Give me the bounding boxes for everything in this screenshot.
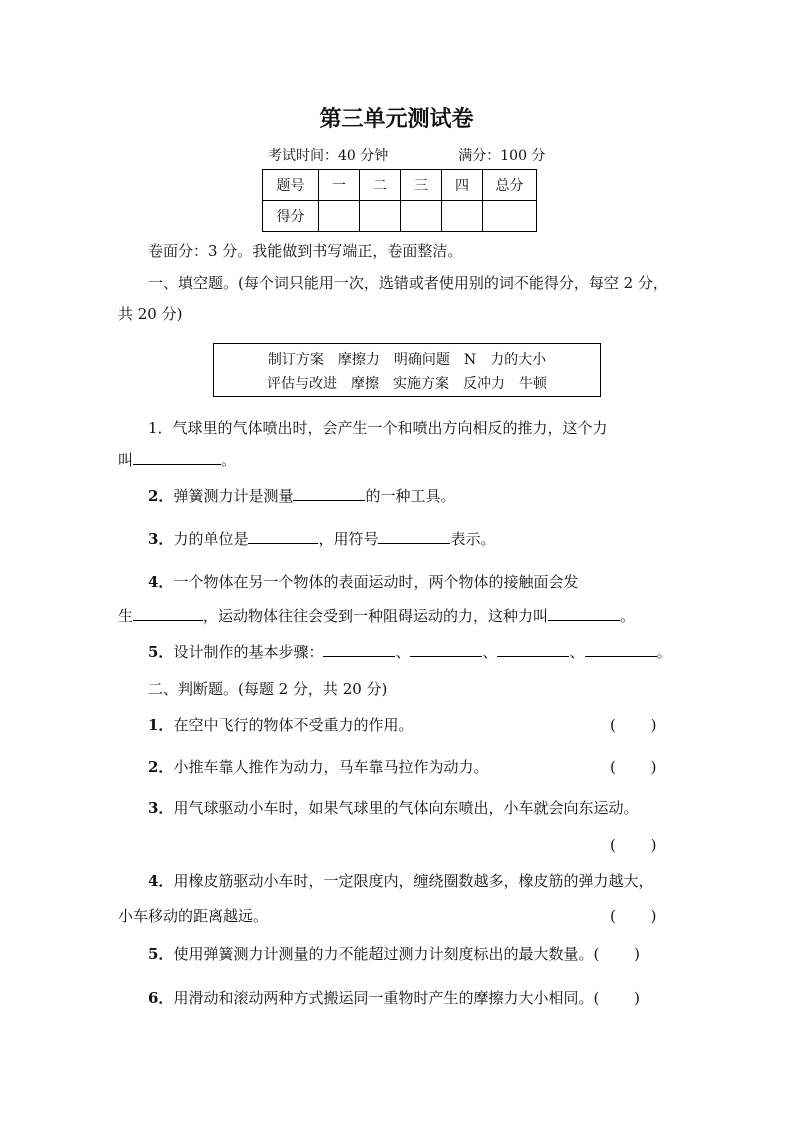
question-text: 小推车靠人推作为动力，马车靠马拉作为动力。 xyxy=(173,758,489,776)
answer-blank[interactable] xyxy=(133,450,221,465)
score-header-cell: 三 xyxy=(401,170,442,201)
score-cell[interactable] xyxy=(442,201,483,232)
score-header-cell: 总分 xyxy=(483,170,537,201)
answer-blank[interactable] xyxy=(293,486,365,501)
question-text: 。 xyxy=(656,643,672,661)
score-cell[interactable] xyxy=(360,201,401,232)
fill-q4-cont xyxy=(118,605,635,626)
judge-q5 xyxy=(148,943,640,964)
word-bank xyxy=(213,343,601,397)
question-text: 弹簧测力计是测量 xyxy=(173,487,294,505)
exam-info xyxy=(268,145,545,165)
word-bank-row: 制订方案 摩擦力 明确问题 N 力的大小 xyxy=(267,352,547,368)
question-number: 5． xyxy=(148,643,174,661)
page-title: 第三单元测试卷 xyxy=(319,106,474,132)
full-score: 满分：100 分 xyxy=(458,148,546,164)
fill-q2 xyxy=(148,485,455,506)
question-text: 。 xyxy=(221,451,237,469)
question-number: 2． xyxy=(148,487,174,505)
question-text: 使用弹簧测力计测量的力不能超过测力计刻度标出的最大数量。 xyxy=(173,945,594,963)
question-text: 在空中飞行的物体不受重力的作用。 xyxy=(173,716,414,734)
separator: 、 xyxy=(482,643,498,661)
answer-blank[interactable] xyxy=(497,642,569,657)
question-number: 4． xyxy=(148,573,174,591)
judge-q2 xyxy=(148,756,488,777)
question-text: 一个物体在另一个物体的表面运动时，两个物体的接触面会发 xyxy=(173,573,579,591)
section2-heading: 二、判断题。(每题 2 分，共 20 分) xyxy=(148,680,388,698)
question-text: 表示。 xyxy=(450,530,496,548)
question-text: 用橡皮筋驱动小车时，一定限度内，缠绕圈数越多，橡皮筋的弹力越大， xyxy=(173,872,654,890)
fill-q5 xyxy=(148,641,672,662)
answer-blank[interactable] xyxy=(248,529,318,544)
judge-q6 xyxy=(148,987,640,1008)
score-cell[interactable] xyxy=(483,201,537,232)
question-text: 的一种工具。 xyxy=(365,487,456,505)
section1-heading: 一、填空题。(每个词只能用一次，选错或者使用别的词不能得分，每空 2 分， xyxy=(148,274,668,292)
answer-blank[interactable] xyxy=(133,606,203,621)
question-number: 3． xyxy=(148,799,174,817)
judge-q4-cont: 小车移动的距离越远。 xyxy=(118,907,269,925)
answer-blank[interactable] xyxy=(410,642,482,657)
score-header-cell: 四 xyxy=(442,170,483,201)
answer-parentheses[interactable]: ( ) xyxy=(610,758,657,776)
answer-parentheses[interactable]: ( ) xyxy=(593,989,640,1007)
judge-q1 xyxy=(148,714,413,735)
judge-q4 xyxy=(148,870,653,891)
question-text: 力的单位是 xyxy=(173,530,249,548)
answer-blank[interactable] xyxy=(585,642,657,657)
answer-blank[interactable] xyxy=(548,606,620,621)
score-row-label: 得分 xyxy=(263,201,319,232)
score-header-cell: 一 xyxy=(319,170,360,201)
fill-q4 xyxy=(148,571,578,592)
question-text: 叫 xyxy=(118,451,134,469)
neatness-note: 卷面分：3 分。我能做到书写端正，卷面整洁。 xyxy=(148,242,463,260)
score-table-header-row xyxy=(263,170,537,201)
question-text: 气球里的气体喷出时，会产生一个和喷出方向相反的推力，这个力 xyxy=(172,419,608,437)
question-text: ，用符号 xyxy=(318,530,379,548)
score-header-cell: 二 xyxy=(360,170,401,201)
question-number: 1． xyxy=(148,419,173,437)
answer-parentheses[interactable]: ( ) xyxy=(593,945,640,963)
fill-q1-cont xyxy=(118,449,236,470)
score-header-cell: 题号 xyxy=(263,170,319,201)
question-number: 3． xyxy=(148,530,174,548)
question-text: 。 xyxy=(620,607,636,625)
answer-blank[interactable] xyxy=(378,529,450,544)
question-text: 设计制作的基本步骤： xyxy=(173,643,324,661)
answer-parentheses[interactable]: ( ) xyxy=(610,836,657,854)
fill-q3 xyxy=(148,528,495,549)
question-text: ，运动物体往往会受到一种阻碍运动的力，这种力叫 xyxy=(203,607,549,625)
score-table-score-row xyxy=(263,201,537,232)
word-bank-row: 评估与改进 摩擦 实施方案 反冲力 牛顿 xyxy=(267,376,547,392)
question-number: 6． xyxy=(148,989,174,1007)
score-table xyxy=(262,169,537,232)
answer-parentheses[interactable]: ( ) xyxy=(610,716,657,734)
separator: 、 xyxy=(569,643,585,661)
answer-parentheses[interactable]: ( ) xyxy=(610,907,657,925)
answer-blank[interactable] xyxy=(323,642,395,657)
fill-q1 xyxy=(148,417,608,438)
section1-heading-cont: 共 20 分) xyxy=(118,305,183,323)
question-number: 2． xyxy=(148,758,174,776)
judge-q3 xyxy=(148,797,638,818)
score-cell[interactable] xyxy=(319,201,360,232)
separator: 、 xyxy=(395,643,411,661)
question-number: 5． xyxy=(148,945,174,963)
question-text: 用滑动和滚动两种方式搬运同一重物时产生的摩擦力大小相同。 xyxy=(173,989,594,1007)
question-number: 4． xyxy=(148,872,174,890)
question-number: 1． xyxy=(148,716,174,734)
question-text: 生 xyxy=(118,607,134,625)
exam-time: 考试时间：40 分钟 xyxy=(268,148,389,164)
question-text: 用气球驱动小车时，如果气球里的气体向东喷出，小车就会向东运动。 xyxy=(173,799,639,817)
score-cell[interactable] xyxy=(401,201,442,232)
